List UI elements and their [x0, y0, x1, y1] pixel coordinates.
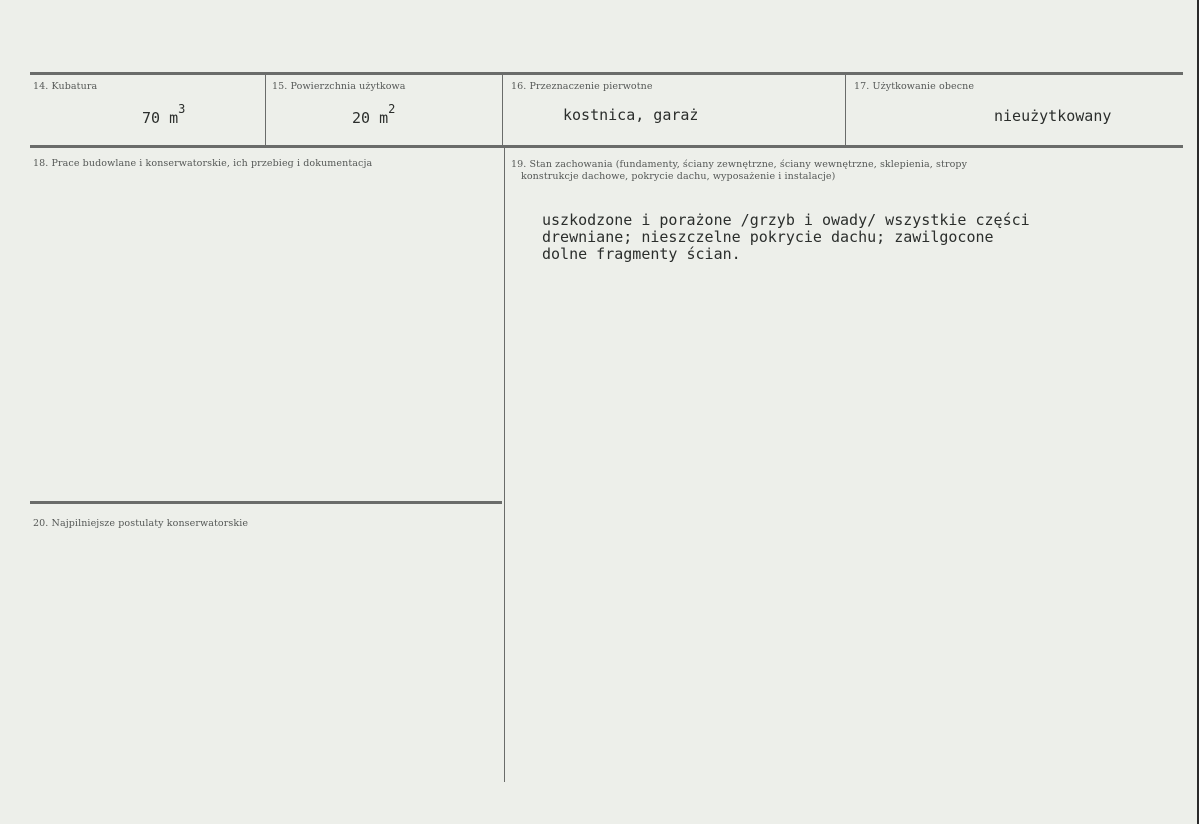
- kubatura-value: [142, 102, 186, 127]
- uzytkowanie-value: nieużytkowany: [994, 107, 1112, 125]
- stan-label-line1: 19. Stan zachowania (fundamenty, ściany zewnętrzne, ściany wewnętrzne, sklepienia, stropy: [511, 159, 968, 170]
- postulaty-label: 20. Najpilniejsze postulaty konserwatorskie: [33, 518, 249, 529]
- top-rule: [30, 72, 1183, 75]
- powierzchnia-value: [352, 102, 396, 127]
- prace-label: 18. Prace budowlane i konserwatorskie, ich przebieg i dokumentacja: [33, 158, 373, 169]
- divider-15-16: [502, 74, 503, 145]
- stan-value-line2: drewniane; nieszczelne pokrycie dachu; zawilgocone: [542, 228, 994, 246]
- section-18-bottom-rule: [30, 501, 502, 504]
- przeznaczenie-label: 16. Przeznaczenie pierwotne: [511, 81, 653, 92]
- powierzchnia-label: 15. Powierzchnia użytkowa: [272, 81, 406, 92]
- powierzchnia-exponent: 2: [388, 102, 396, 116]
- kubatura-exponent: 3: [178, 102, 186, 116]
- divider-14-15: [265, 74, 266, 145]
- divider-main: [504, 148, 505, 782]
- kubatura-label: 14. Kubatura: [33, 81, 98, 92]
- row1-bottom-rule: [30, 145, 1183, 148]
- stan-value-line1: uszkodzone i porażone /grzyb i owady/ wszystkie części: [542, 211, 1030, 229]
- powierzchnia-number: 20 m: [352, 109, 389, 127]
- kubatura-number: 70 m: [142, 109, 179, 127]
- uzytkowanie-label: 17. Użytkowanie obecne: [854, 81, 975, 92]
- przeznaczenie-value: kostnica, garaż: [563, 106, 699, 124]
- stan-label-line2: konstrukcje dachowe, pokrycie dachu, wyposażenie i instalacje): [521, 171, 836, 182]
- stan-value-line3: dolne fragmenty ścian.: [542, 245, 741, 263]
- divider-16-17: [845, 74, 846, 145]
